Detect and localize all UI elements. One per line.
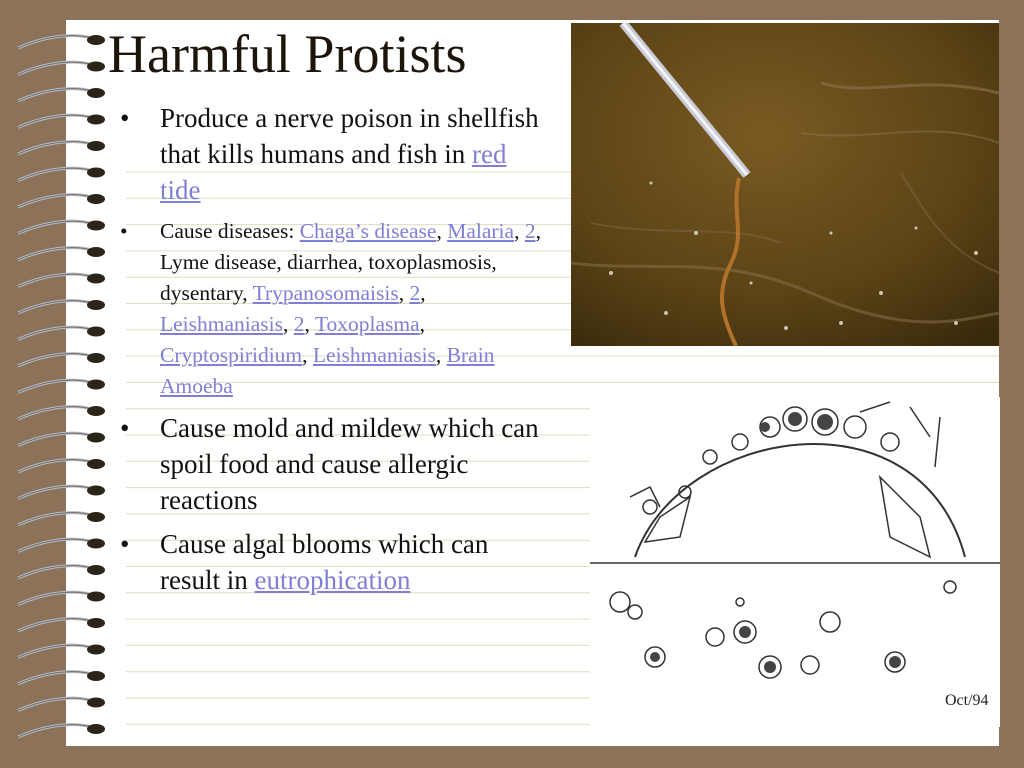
slide-title: Harmful Protists <box>108 24 467 84</box>
bullet-item <box>120 216 550 402</box>
bullet-text: , <box>304 312 315 336</box>
bullet-text: , <box>398 281 410 305</box>
spiral-ring <box>18 115 105 128</box>
hyperlink[interactable]: 2 <box>409 281 421 305</box>
spiral-ring <box>18 724 105 737</box>
spiral-ring <box>18 592 105 605</box>
spiral-ring <box>18 671 105 684</box>
spiral-ring <box>18 618 105 631</box>
bullet-item <box>120 526 550 598</box>
hyperlink[interactable]: eutrophication <box>254 565 411 595</box>
bullet-item <box>120 410 550 518</box>
protist-sketch <box>590 397 1000 727</box>
hyperlink[interactable]: Toxoplasma <box>314 312 420 336</box>
bullet-marker: • <box>120 219 128 243</box>
bullet-text: , <box>419 312 426 336</box>
spiral-ring <box>18 300 105 313</box>
bullet-list <box>120 100 550 606</box>
hyperlink[interactable]: Leishmaniasis <box>160 312 284 336</box>
bullet-text: Cause mold and mildew which can spoil food and cause allergic reactions <box>160 413 539 515</box>
hyperlink[interactable]: Cryptospiridium <box>160 343 303 367</box>
spiral-ring <box>18 698 105 711</box>
bullet-text: Produce a nerve poison in shellfish that kills humans and fish in <box>160 103 539 169</box>
spiral-ring <box>18 539 105 552</box>
hyperlink[interactable]: 2 <box>293 312 305 336</box>
red-tide-photo <box>571 23 999 346</box>
bullet-text: , Lyme disease, diarrhea, toxoplasmosis, dysentary, <box>160 219 541 305</box>
spiral-ring <box>18 274 105 287</box>
spiral-ring <box>18 168 105 181</box>
bullet-text: Cause diseases: <box>160 219 300 243</box>
bullet-marker: • <box>120 529 130 559</box>
spiral-ring <box>18 486 105 499</box>
spiral-ring <box>18 353 105 366</box>
spiral-ring <box>18 141 105 154</box>
spiral-ring <box>18 247 105 260</box>
spiral-ring <box>18 645 105 658</box>
bullet-text: , <box>435 343 447 367</box>
hyperlink[interactable]: Chaga’s disease <box>299 219 437 243</box>
spiral-ring <box>18 406 105 419</box>
spiral-ring <box>18 35 105 48</box>
hyperlink[interactable]: Trypanosomaisis <box>252 281 399 305</box>
spiral-ring <box>18 327 105 340</box>
bullet-text: , <box>302 343 313 367</box>
sketch-signature: Oct/94 <box>945 692 989 709</box>
spiral-ring <box>18 88 105 101</box>
notebook-rings <box>0 0 120 768</box>
bullet-text: , <box>514 219 525 243</box>
spiral-ring <box>18 194 105 207</box>
spiral-ring <box>18 512 105 525</box>
bullet-text: , <box>420 281 426 305</box>
hyperlink[interactable]: Brain Amoeba <box>160 343 495 398</box>
bullet-text: Cause algal blooms which can result in <box>160 529 489 595</box>
hyperlink[interactable]: Leishmaniasis <box>312 343 436 367</box>
bullet-text: , <box>283 312 294 336</box>
spiral-ring <box>18 459 105 472</box>
bullet-marker: • <box>120 413 130 443</box>
spiral-ring <box>18 565 105 578</box>
spiral-ring <box>18 62 105 75</box>
spiral-ring <box>18 221 105 234</box>
hyperlink[interactable]: 2 <box>524 219 536 243</box>
hyperlink[interactable]: Malaria <box>447 219 515 243</box>
bullet-text: , <box>436 219 448 243</box>
spiral-ring <box>18 433 105 446</box>
spiral-ring <box>18 380 105 393</box>
bullet-item <box>120 100 550 208</box>
bullet-marker: • <box>120 103 130 133</box>
hyperlink[interactable]: red tide <box>160 139 507 205</box>
